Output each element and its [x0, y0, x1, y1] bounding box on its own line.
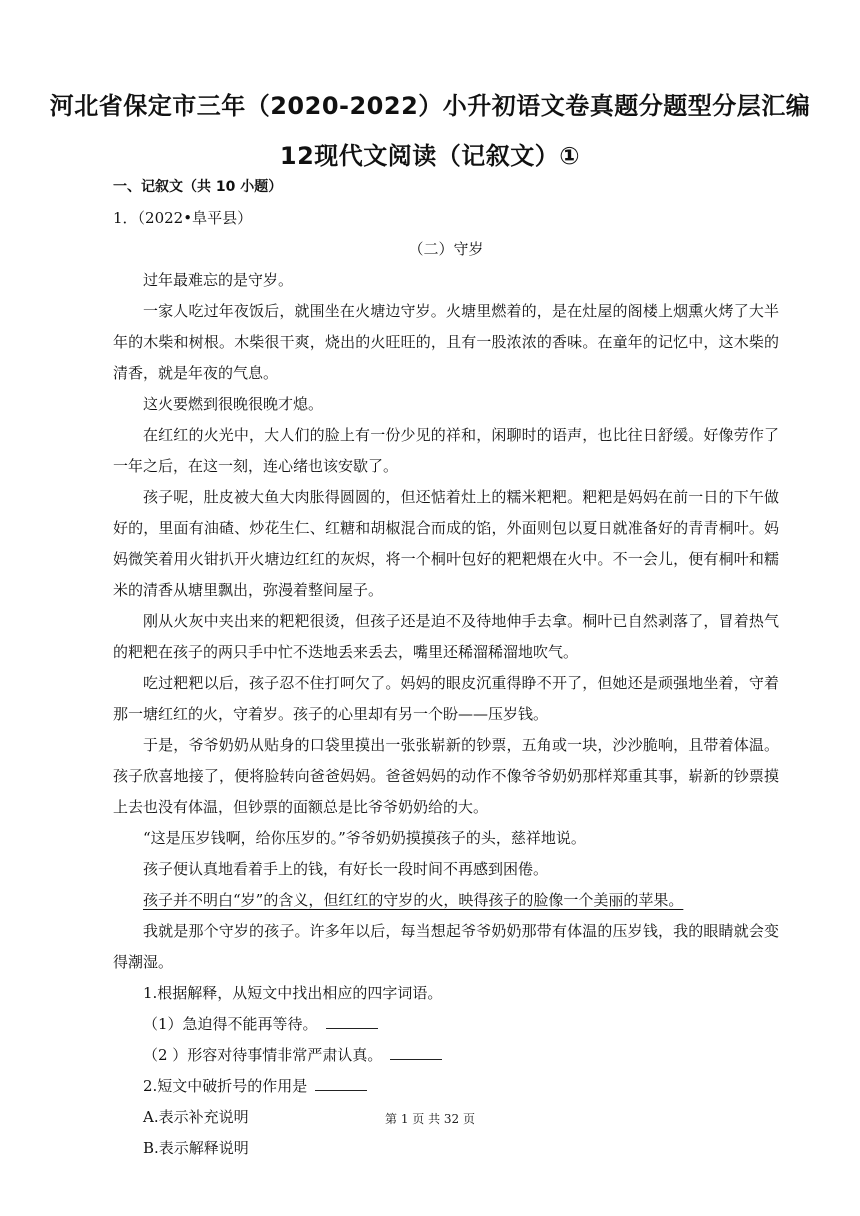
passage-paragraph: “这是压岁钱啊，给你压岁的。”爷爷奶奶摸摸孩子的头，慈祥地说。: [143, 829, 586, 847]
underlined-sentence-text: 孩子并不明白“岁”的含义，但红红的守岁的火，映得孩子的脸像一个美丽的苹果。: [143, 891, 684, 909]
question-2-text: 2.短文中破折号的作用是: [143, 1077, 308, 1095]
answer-blank[interactable]: [315, 1072, 367, 1091]
answer-blank[interactable]: [326, 1010, 378, 1029]
page-footer: 第 1 页 共 32 页: [385, 1112, 475, 1126]
answer-blank[interactable]: [390, 1041, 442, 1060]
question-1b-text: （2 ）形容对待事情非常严肃认真。: [143, 1046, 383, 1064]
passage-paragraph: 吃过粑粑以后，孩子忍不住打呵欠了。妈妈的眼皮沉重得睁不开了，但她还是顽强地坐着，守着那一塘红红的火，守着岁。孩子的心里却有另一个盼——压岁钱。: [113, 674, 779, 723]
document-body: [113, 172, 779, 1164]
question-2: [113, 1071, 779, 1102]
question-1a-text: （1）急迫得不能再等待。: [143, 1015, 318, 1033]
question-1b: [113, 1040, 779, 1071]
option-b: B.表示解释说明: [143, 1139, 249, 1157]
passage-paragraph: 孩子呢，肚皮被大鱼大肉胀得圆圆的，但还惦着灶上的糯米粑粑。粑粑是妈妈在前一日的下午做好的，里面有油碴、炒花生仁、红糖和胡椒混合而成的馅，外面则包以夏日就准备好的青青桐叶。妈妈微笑着用火钳扒开火塘边红红的灰烬，将一个桐叶包好的粑粑煨在火中。不一会儿，便有桐叶和糯米的清香从塘里飘出，弥漫着整间屋子。: [113, 488, 779, 599]
passage-paragraph: 在红红的火光中，大人们的脸上有一份少见的祥和，闲聊时的语声，也比往日舒缓。好像劳作了一年之后，在这一刻，连心绪也该安歇了。: [113, 426, 779, 475]
section-heading: 一、记叙文（共 10 小题）: [113, 179, 283, 195]
passage-paragraph: 刚从火灰中夹出来的粑粑很烫，但孩子还是迫不及待地伸手去拿。桐叶已自然剥落了，冒着热气的粑粑在孩子的两只手中忙不迭地丢来丢去，嘴里还稀溜稀溜地吹气。: [113, 612, 779, 661]
question-number: 1．（2022•阜平县）: [113, 209, 253, 227]
question-1-stem: 1.根据解释，从短文中找出相应的四字词语。: [143, 984, 443, 1002]
document-title-line1: 河北省保定市三年（2020-2022）小升初语文卷真题分题型分层汇编: [49, 92, 811, 120]
passage-paragraph: 我就是那个守岁的孩子。许多年以后，每当想起爷爷奶奶那带有体温的压岁钱，我的眼睛就会变得潮湿。: [113, 922, 779, 971]
question-1a: [113, 1009, 779, 1040]
option-a: A.表示补充说明: [143, 1108, 249, 1126]
passage-paragraph: 过年最难忘的是守岁。: [143, 271, 294, 289]
passage-paragraph: 于是，爷爷奶奶从贴身的口袋里摸出一张张崭新的钞票，五角或一块，沙沙脆响，且带着体温。孩子欣喜地接了，便将脸转向爸爸妈妈。爸爸妈妈的动作不像爷爷奶奶那样郑重其事，崭新的钞票摸上去也没有体温，但钞票的面额总是比爷爷奶奶给的大。: [113, 736, 779, 816]
document-title-line2: 12现代文阅读（记叙文）①: [279, 142, 581, 170]
passage-underlined-sentence: [113, 885, 779, 916]
passage-title: （二）守岁: [408, 240, 484, 258]
passage-paragraph: 孩子便认真地看着手上的钱，有好长一段时间不再感到困倦。: [143, 860, 549, 878]
passage-paragraph: 一家人吃过年夜饭后，就围坐在火塘边守岁。火塘里燃着的，是在灶屋的阁楼上烟熏火烤了大半年的木柴和树根。木柴很干爽，烧出的火旺旺的，且有一股浓浓的香味。在童年的记忆中，这木柴的清香，就是年夜的气息。: [113, 302, 779, 382]
passage-paragraph: 这火要燃到很晚很晚才熄。: [143, 395, 324, 413]
